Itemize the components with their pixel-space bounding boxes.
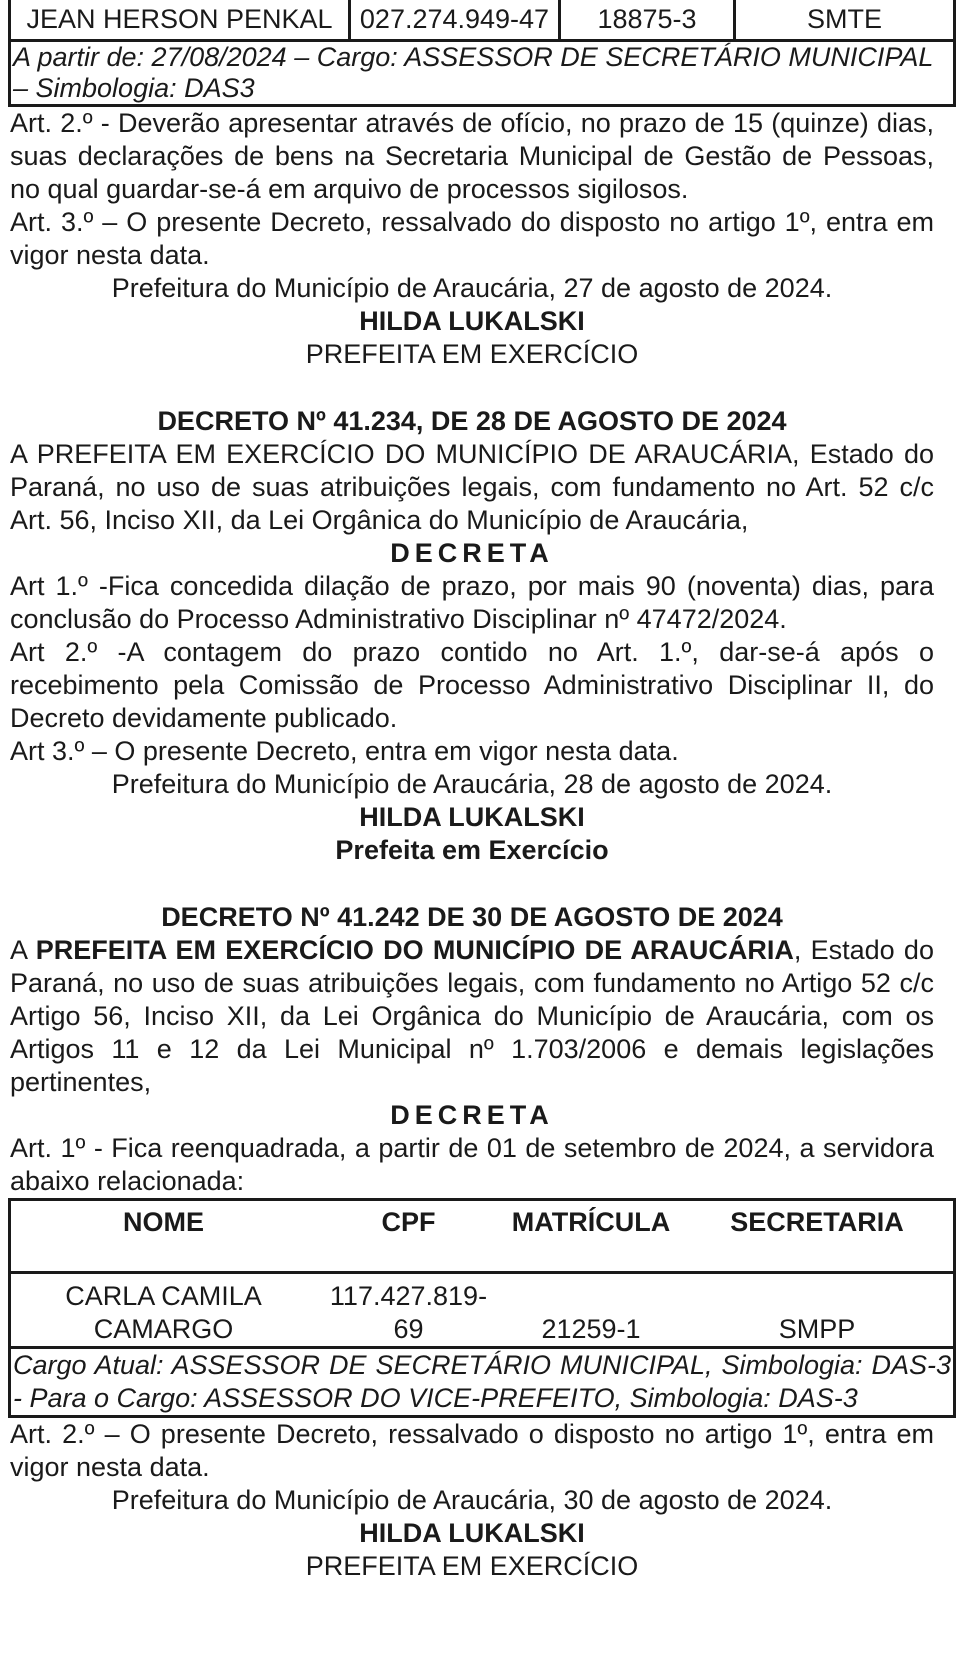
article-3: Art. 3.º – O presente Decreto, ressalvado do disposto no artigo 1º, entra em vigor nesta data. — [10, 207, 934, 270]
decree-preamble: A PREFEITA EM EXERCÍCIO DO MUNICÍPIO DE ARAUCÁRIA, Estado do Paraná, no uso de suas atribuições legais, com fundamento no Art. 52 c/c Art. 56, Inciso XII, da Lei Orgânica do Município de Araucária, — [10, 439, 934, 535]
table-row — [11, 1274, 953, 1349]
cell-cpf: 027.274.949-47 — [350, 0, 560, 41]
article-2: Art 2.º -A contagem do prazo contido no Art. 1.º, dar-se-á após o recebimento pela Comissão de Processo Administrativo Disciplinar II, do Decreto devidamente publicado. — [10, 637, 934, 733]
reclassification-table — [8, 1198, 956, 1418]
header-cpf: CPF — [381, 1207, 436, 1237]
article-2: Art. 2.º - Deverão apresentar através de ofício, no prazo de 15 (quinze) dias, suas declarações de bens na Secretaria Municipal de Gestão de Pessoas, no qual guardar-se-á em arquivo de processos sigilosos. — [10, 108, 934, 204]
article-1: Art. 1º - Fica reenquadrada, a partir de 01 de setembro de 2024, a servidora abaixo relacionada: — [10, 1133, 934, 1196]
signer-title: PREFEITA EM EXERCÍCIO — [305, 339, 639, 369]
signer-name: HILDA LUKALSKI — [359, 1518, 585, 1548]
cell-matricula: 21259-1 — [541, 1314, 641, 1344]
header-matricula: MATRÍCULA — [511, 1207, 671, 1237]
place-date: Prefeitura do Município de Araucária, 28 de agosto de 2024. — [111, 769, 833, 799]
appointment-table — [8, 0, 956, 107]
signer-title: PREFEITA EM EXERCÍCIO — [305, 1551, 639, 1581]
decreta-heading: DECRETA — [390, 538, 554, 568]
signer-name: HILDA LUKALSKI — [359, 802, 585, 832]
signer-title: Prefeita em Exercício — [335, 835, 609, 865]
decree-title: DECRETO Nº 41.242 DE 30 DE AGOSTO DE 2024 — [161, 902, 783, 932]
header-nome: NOME — [123, 1207, 204, 1237]
header-secretaria: SECRETARIA — [730, 1207, 904, 1237]
decreta-heading: DECRETA — [390, 1100, 554, 1130]
article-3: Art 3.º – O presente Decreto, entra em vigor nesta data. — [10, 736, 679, 766]
cargo-note: Cargo Atual: ASSESSOR DE SECRETÁRIO MUNICIPAL, Simbologia: DAS-3 - Para o Cargo: ASSESSOR DO VICE-PREFEITO, Simbologia: DAS-3 — [13, 1350, 951, 1413]
cell-name: JEAN HERSON PENKAL — [10, 0, 350, 41]
cell-name: CARLA CAMILA CAMARGO — [65, 1281, 262, 1344]
appointment-note: A partir de: 27/08/2024 – Cargo: ASSESSOR DE SECRETÁRIO MUNICIPAL – Simbologia: DAS3 — [10, 41, 955, 106]
article-1: Art 1.º -Fica concedida dilação de prazo, por mais 90 (noventa) dias, para conclusão do Processo Administrativo Disciplinar nº 47472/2024. — [10, 571, 934, 634]
signer-name: HILDA LUKALSKI — [359, 306, 585, 336]
decree-preamble: A PREFEITA EM EXERCÍCIO DO MUNICÍPIO DE ARAUCÁRIA, Estado do Paraná, no uso de suas atribuições legais, com fundamento no Artigo 52 c/c Artigo 56, Inciso XII, da Lei Orgânica do Município de Araucária, com os Artigos 11 e 12 da Lei Municipal nº 1.703/2006 e demais legislações pertinentes, — [10, 935, 934, 1097]
article-2: Art. 2.º – O presente Decreto, ressalvado o disposto no artigo 1º, entra em vigor nesta data. — [10, 1419, 934, 1482]
decree-title: DECRETO Nº 41.234, DE 28 DE AGOSTO DE 2024 — [157, 406, 787, 436]
cell-cpf: 117.427.819-69 — [329, 1281, 488, 1344]
cell-secretaria: SMTE — [735, 0, 955, 41]
table-header — [11, 1201, 953, 1274]
cell-secretaria: SMPP — [778, 1314, 856, 1344]
place-date: Prefeitura do Município de Araucária, 27 de agosto de 2024. — [111, 273, 833, 303]
table-row — [10, 0, 955, 41]
cell-matricula: 18875-3 — [560, 0, 735, 41]
place-date: Prefeitura do Município de Araucária, 30 de agosto de 2024. — [111, 1485, 833, 1515]
